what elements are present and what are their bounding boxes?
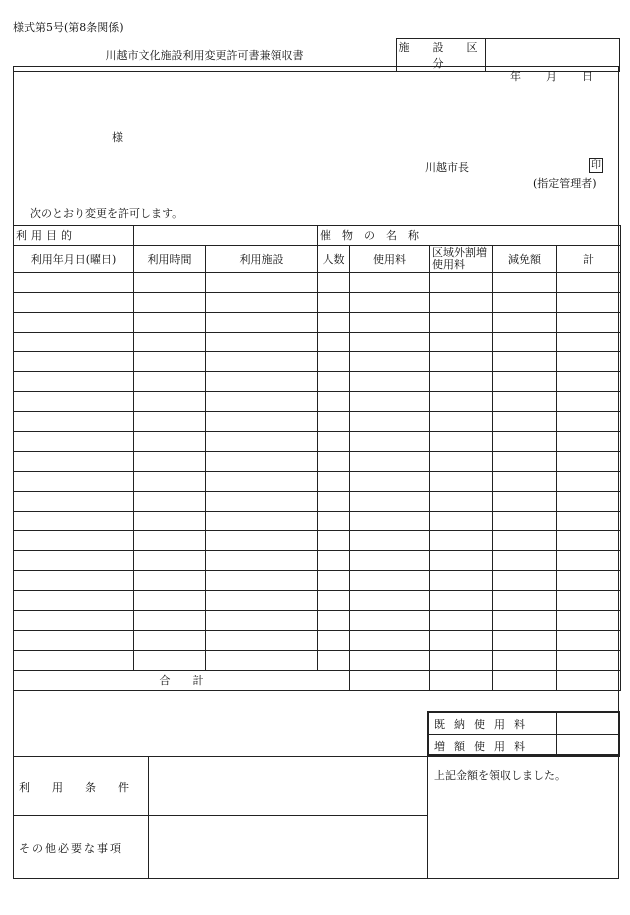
table-cell[interactable] (134, 531, 206, 551)
table-cell[interactable] (493, 412, 557, 432)
table-cell[interactable] (557, 591, 621, 611)
table-cell[interactable] (350, 312, 430, 332)
table-row (14, 272, 621, 292)
table-cell[interactable] (14, 491, 134, 511)
col-people: 人数 (318, 245, 350, 272)
table-cell[interactable] (493, 451, 557, 471)
table-cell[interactable] (350, 571, 430, 591)
table-row (14, 471, 621, 491)
table-cell[interactable] (318, 531, 350, 551)
table-cell[interactable] (134, 551, 206, 571)
table-cell[interactable] (350, 611, 430, 631)
table-cell[interactable] (350, 412, 430, 432)
table-cell[interactable] (14, 272, 134, 292)
table-cell[interactable] (557, 372, 621, 392)
table-cell[interactable] (206, 591, 318, 611)
table-cell[interactable] (557, 611, 621, 631)
table-cell[interactable] (430, 571, 493, 591)
table-cell[interactable] (206, 332, 318, 352)
receipt-statement: 上記金額を領収しました。 (434, 769, 566, 782)
table-cell[interactable] (134, 650, 206, 670)
table-cell[interactable] (318, 312, 350, 332)
paid-fee-row (429, 713, 618, 735)
table-cell[interactable] (134, 372, 206, 392)
table-cell[interactable] (318, 451, 350, 471)
table-cell[interactable] (134, 332, 206, 352)
table-cell[interactable] (493, 511, 557, 531)
table-cell[interactable] (430, 531, 493, 551)
table-cell[interactable] (14, 352, 134, 372)
addressee-suffix: 様 (112, 131, 123, 144)
table-cell[interactable] (493, 611, 557, 631)
table-cell[interactable] (350, 511, 430, 531)
col-facility: 利用施設 (206, 245, 318, 272)
table-cell[interactable] (430, 451, 493, 471)
table-row (14, 312, 621, 332)
table-cell[interactable] (318, 332, 350, 352)
table-cell[interactable] (430, 332, 493, 352)
table-cell[interactable] (430, 551, 493, 571)
col-total: 計 (557, 245, 621, 272)
table-cell[interactable] (134, 432, 206, 452)
other-matters-field[interactable] (149, 816, 426, 878)
table-cell[interactable] (493, 332, 557, 352)
table-row (14, 571, 621, 591)
table-cell[interactable] (206, 412, 318, 432)
table-cell[interactable] (14, 412, 134, 432)
table-cell[interactable] (493, 292, 557, 312)
table-cell[interactable] (430, 392, 493, 412)
table-cell[interactable] (493, 571, 557, 591)
extra-fee-label: 増額使用料 (434, 740, 534, 753)
col-outside-fee: 区域外割増使用料 (430, 245, 493, 272)
conditions-field[interactable] (149, 757, 426, 814)
table-cell[interactable] (206, 451, 318, 471)
table-cell[interactable] (557, 471, 621, 491)
total-row (14, 670, 621, 690)
table-cell[interactable] (206, 392, 318, 412)
table-cell[interactable] (493, 630, 557, 650)
table-cell[interactable] (557, 511, 621, 531)
table-cell[interactable] (493, 392, 557, 412)
table-cell[interactable] (14, 611, 134, 631)
table-cell[interactable] (134, 451, 206, 471)
table-cell[interactable] (350, 332, 430, 352)
total-label: 合 計 (14, 670, 350, 690)
table-cell[interactable] (430, 611, 493, 631)
table-cell[interactable] (206, 471, 318, 491)
table-cell[interactable] (493, 372, 557, 392)
table-cell[interactable] (134, 630, 206, 650)
table-cell[interactable] (493, 531, 557, 551)
table-cell[interactable] (318, 491, 350, 511)
table-row (14, 352, 621, 372)
table-cell[interactable] (557, 412, 621, 432)
table-row (14, 511, 621, 531)
table-cell[interactable] (557, 571, 621, 591)
purpose-label-text: 利用目的 (16, 229, 76, 243)
table-cell[interactable] (350, 630, 430, 650)
table-cell[interactable] (350, 451, 430, 471)
table-cell[interactable] (430, 491, 493, 511)
table-cell[interactable] (14, 332, 134, 352)
table-cell[interactable] (493, 352, 557, 372)
table-cell[interactable] (350, 272, 430, 292)
table-cell[interactable] (318, 511, 350, 531)
table-cell[interactable] (318, 471, 350, 491)
purpose-field[interactable] (134, 226, 318, 246)
total-sum[interactable] (557, 670, 621, 690)
table-cell[interactable] (318, 412, 350, 432)
table-cell[interactable] (206, 272, 318, 292)
table-cell[interactable] (318, 630, 350, 650)
paid-fee-label: 既納使用料 (434, 718, 534, 731)
table-cell[interactable] (493, 551, 557, 571)
table-cell[interactable] (557, 432, 621, 452)
table-row (14, 292, 621, 312)
table-cell[interactable] (14, 630, 134, 650)
table-cell[interactable] (493, 650, 557, 670)
table-cell[interactable] (14, 312, 134, 332)
table-cell[interactable] (493, 312, 557, 332)
table-cell[interactable] (206, 511, 318, 531)
table-cell[interactable] (430, 352, 493, 372)
table-cell[interactable] (318, 352, 350, 372)
col-time: 利用時間 (134, 245, 206, 272)
facility-section-label: 施 設 区 分 (397, 39, 486, 72)
table-cell[interactable] (350, 432, 430, 452)
data-rows (14, 272, 621, 670)
table-row (14, 591, 621, 611)
table-cell[interactable] (14, 531, 134, 551)
purpose-row (14, 226, 621, 246)
table-cell[interactable] (350, 471, 430, 491)
table-cell[interactable] (430, 650, 493, 670)
table-cell[interactable] (14, 650, 134, 670)
table-cell[interactable] (350, 650, 430, 670)
table-cell[interactable] (493, 272, 557, 292)
table-cell[interactable] (493, 491, 557, 511)
month-label: 月 (546, 70, 557, 83)
table-row (14, 491, 621, 511)
table-row (14, 531, 621, 551)
table-cell[interactable] (134, 412, 206, 432)
table-cell[interactable] (14, 591, 134, 611)
table-cell[interactable] (14, 292, 134, 312)
total-discount[interactable] (493, 670, 557, 690)
col-discount: 減免額 (493, 245, 557, 272)
extra-fee-row (429, 735, 618, 756)
table-cell[interactable] (557, 272, 621, 292)
table-cell[interactable] (557, 630, 621, 650)
divider-receipt (427, 756, 428, 879)
table-cell[interactable] (14, 372, 134, 392)
table-cell[interactable] (318, 650, 350, 670)
seal-mark: 印 (591, 160, 601, 171)
table-cell[interactable] (134, 471, 206, 491)
table-cell[interactable] (318, 372, 350, 392)
day-label: 日 (582, 70, 593, 83)
table-cell[interactable] (134, 352, 206, 372)
table-cell[interactable] (430, 511, 493, 531)
table-cell[interactable] (134, 392, 206, 412)
table-cell[interactable] (350, 491, 430, 511)
table-cell[interactable] (430, 272, 493, 292)
table-cell[interactable] (14, 392, 134, 412)
table-cell[interactable] (134, 272, 206, 292)
usage-table (13, 225, 621, 691)
table-cell[interactable] (557, 551, 621, 571)
table-cell[interactable] (206, 372, 318, 392)
table-cell[interactable] (206, 650, 318, 670)
table-cell[interactable] (134, 491, 206, 511)
col-fee: 使用料 (350, 245, 430, 272)
table-cell[interactable] (206, 352, 318, 372)
table-cell[interactable] (350, 551, 430, 571)
table-cell[interactable] (350, 372, 430, 392)
table-cell[interactable] (350, 352, 430, 372)
table-cell[interactable] (350, 292, 430, 312)
table-cell[interactable] (206, 611, 318, 631)
table-cell[interactable] (134, 292, 206, 312)
table-cell[interactable] (318, 571, 350, 591)
table-cell[interactable] (318, 611, 350, 631)
table-cell[interactable] (557, 292, 621, 312)
table-cell[interactable] (350, 531, 430, 551)
table-cell[interactable] (493, 591, 557, 611)
permit-statement: 次のとおり変更を許可します。 (30, 207, 184, 220)
table-cell[interactable] (14, 451, 134, 471)
table-cell[interactable] (14, 511, 134, 531)
table-row (14, 551, 621, 571)
table-cell[interactable] (134, 611, 206, 631)
table-cell[interactable] (557, 531, 621, 551)
table-cell[interactable] (430, 312, 493, 332)
table-cell[interactable] (134, 591, 206, 611)
table-cell[interactable] (206, 432, 318, 452)
table-cell[interactable] (557, 650, 621, 670)
table-cell[interactable] (318, 392, 350, 412)
table-cell[interactable] (430, 432, 493, 452)
table-cell[interactable] (318, 432, 350, 452)
table-cell[interactable] (430, 372, 493, 392)
event-name-cell (318, 226, 621, 246)
conditions-label: 利 用 条 件 (19, 781, 129, 794)
table-cell[interactable] (206, 491, 318, 511)
table-row (14, 630, 621, 650)
table-cell[interactable] (493, 432, 557, 452)
table-cell[interactable] (134, 571, 206, 591)
fee-summary-box (427, 711, 620, 756)
table-cell[interactable] (134, 312, 206, 332)
form-number: 様式第5号(第8条関係) (13, 21, 124, 34)
year-label: 年 (510, 70, 521, 83)
table-cell[interactable] (430, 630, 493, 650)
table-cell[interactable] (557, 352, 621, 372)
extra-fee-field[interactable] (556, 734, 621, 757)
designated-manager-label: (指定管理者) (533, 177, 597, 190)
table-row (14, 372, 621, 392)
table-cell[interactable] (14, 432, 134, 452)
table-row (14, 332, 621, 352)
total-fee[interactable] (350, 670, 430, 690)
table-cell[interactable] (318, 272, 350, 292)
table-cell[interactable] (206, 551, 318, 571)
table-cell[interactable] (557, 451, 621, 471)
table-cell[interactable] (557, 332, 621, 352)
table-cell[interactable] (14, 551, 134, 571)
issuer-name: 川越市長 (425, 161, 469, 174)
table-row (14, 451, 621, 471)
table-cell[interactable] (430, 412, 493, 432)
table-cell[interactable] (557, 491, 621, 511)
paid-fee-field[interactable] (556, 712, 621, 735)
table-cell[interactable] (350, 591, 430, 611)
col-date: 利用年月日(曜日) (14, 245, 134, 272)
total-outside-fee[interactable] (430, 670, 493, 690)
purpose-label (14, 226, 134, 246)
table-cell[interactable] (206, 292, 318, 312)
table-cell[interactable] (557, 392, 621, 412)
table-cell[interactable] (318, 292, 350, 312)
table-cell[interactable] (14, 471, 134, 491)
table-cell[interactable] (430, 591, 493, 611)
table-cell[interactable] (206, 312, 318, 332)
table-cell[interactable] (430, 292, 493, 312)
table-row (14, 611, 621, 631)
table-row (14, 392, 621, 412)
table-cell[interactable] (318, 551, 350, 571)
table-cell[interactable] (557, 312, 621, 332)
table-row (14, 412, 621, 432)
table-cell[interactable] (493, 471, 557, 491)
table-cell[interactable] (430, 471, 493, 491)
table-row (14, 650, 621, 670)
table-cell[interactable] (350, 392, 430, 412)
other-matters-label: その他必要な事項 (19, 842, 123, 855)
table-header-row (14, 245, 621, 272)
table-cell[interactable] (206, 571, 318, 591)
event-name-label: 催 物 の 名 称 (320, 229, 419, 243)
table-cell[interactable] (14, 571, 134, 591)
table-cell[interactable] (134, 511, 206, 531)
table-cell[interactable] (206, 630, 318, 650)
table-cell[interactable] (206, 531, 318, 551)
table-cell[interactable] (318, 591, 350, 611)
table-row (14, 432, 621, 452)
form-title: 川越市文化施設利用変更許可書兼領収書 (13, 39, 397, 72)
